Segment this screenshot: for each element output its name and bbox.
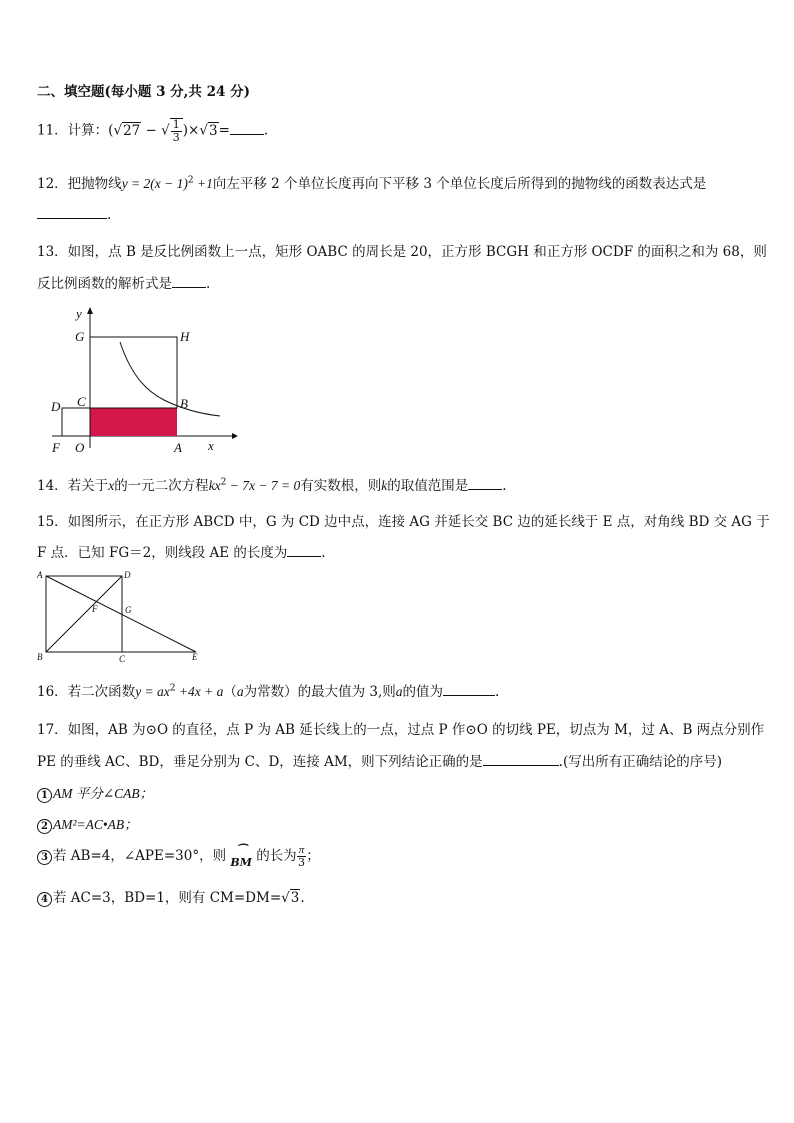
q11-minus: − (145, 122, 157, 139)
label-b: B (37, 652, 43, 662)
q11-radicand: 27 (123, 122, 141, 139)
label-d: D (51, 399, 61, 414)
label-x: x (208, 438, 214, 453)
q17-option-3 (37, 844, 320, 869)
option-number-1: 1 (37, 788, 52, 803)
label-o: O (75, 440, 85, 455)
arc-symbol: ⁀ (236, 843, 246, 857)
frac-den: 3 (297, 856, 305, 869)
option-number-2: 2 (37, 819, 52, 834)
q11-close: )× (182, 122, 200, 139)
q12-text-2: 向左平移 2 个单位长度再向下平移 3 个单位长度后所得到的抛物线的函数表达式是 (212, 176, 707, 192)
q12-formula: y = 2(x − 1) (121, 176, 188, 191)
q11-frac-den: 3 (172, 131, 180, 144)
q16-a-2: a (395, 684, 403, 699)
q14-text: 14．若关于 (37, 478, 109, 494)
q16-a: a (236, 684, 244, 699)
q11-end: . (263, 122, 269, 139)
answer-blank[interactable] (483, 753, 559, 766)
question-16 (37, 680, 499, 700)
option-2-text: AM²=AC•AB； (53, 817, 138, 832)
q14-text-3: 有实数根，则 (300, 478, 382, 494)
option-number-4: 4 (37, 892, 52, 907)
square-bcgh (90, 337, 177, 408)
q16-text: 16．若二次函数 (37, 684, 136, 700)
q11-frac-num: 1 (172, 118, 180, 131)
answer-blank[interactable] (468, 477, 502, 490)
q14-text-2: 的一元二次方程 (114, 478, 209, 494)
q16-exp: 2 (169, 683, 176, 694)
option-3-text: 若 AB=4，∠APE=30°，则 (53, 848, 227, 864)
q11-fraction (170, 118, 183, 144)
q12-end: . (107, 207, 112, 223)
label-b: B (180, 396, 188, 411)
option-1-text: AM 平分∠CAB； (53, 786, 154, 801)
question-15-line2 (37, 541, 326, 561)
q13-text: 反比例函数的解析式是 (37, 276, 172, 292)
answer-blank[interactable] (37, 206, 107, 219)
q13-end: . (206, 276, 211, 292)
option-3-end: ； (306, 848, 320, 864)
q16-eq: y = ax (135, 684, 170, 699)
label-a: A (37, 570, 43, 580)
q14-eq: kx (208, 478, 221, 493)
q14-x: x (108, 478, 115, 493)
q12-text: 12．把抛物线 (37, 176, 122, 192)
sqrt-symbol: √ (199, 122, 208, 139)
q17-text-2: .(写出所有正确结论的序号) (558, 754, 722, 770)
arc-bm (230, 845, 251, 869)
q16-text-2: 为常数）的最大值为 3,则 (243, 684, 396, 700)
question-13-line2 (37, 272, 210, 292)
sqrt-symbol: √ (281, 890, 290, 906)
q16-eq-2: +4x + a (175, 684, 224, 699)
q17-option-4 (37, 886, 305, 907)
frac-num: π (298, 844, 305, 856)
diagonal-bd (46, 576, 122, 652)
q12-exp: 2 (187, 175, 194, 186)
q16-end: . (495, 684, 500, 700)
question-17-line1: 17．如图，AB 为⊙O 的直径，点 P 为 AB 延长线上的一点，过点 P 作⊙O 的切线 PE，切点为 M，过 A、B 两点分别作 (37, 722, 765, 738)
answer-blank[interactable] (172, 275, 206, 288)
q15-text: F 点．已知 FG＝2，则线段 AE 的长度为 (37, 545, 288, 561)
q14-end: . (502, 478, 507, 494)
q11-radicand-2: 3 (208, 122, 218, 139)
y-axis-arrow (87, 307, 93, 314)
option-4-end: . (300, 890, 305, 906)
answer-blank[interactable] (443, 683, 495, 696)
label-e: E (192, 652, 198, 662)
q14-k: k (381, 478, 388, 493)
q11-text: 11．计算：( (37, 122, 114, 139)
sqrt-symbol: √ (113, 122, 123, 139)
hyperbola-curve (120, 342, 220, 416)
label-g: G (75, 329, 85, 344)
question-11 (37, 118, 268, 144)
q14-exp: 2 (220, 477, 227, 488)
q17-text: PE 的垂线 AC、BD，垂足分别为 C、D，连接 AM，则下列结论正确的是 (37, 754, 483, 770)
q16-paren: （ (223, 684, 237, 700)
question-17-line2 (37, 750, 722, 770)
label-d: D (124, 570, 131, 580)
q11-eq: = (218, 122, 230, 139)
q15-end: . (321, 545, 326, 561)
question-13-line1: 13．如图，点 B 是反比例函数上一点，矩形 OABC 的周长是 20，正方形 BCGH 和正方形 OCDF 的面积之和为 68，则 (37, 244, 767, 260)
figure-15 (36, 566, 206, 664)
q12-formula-2: +1 (193, 176, 213, 191)
option-4-radicand: 3 (290, 890, 300, 906)
label-f: F (52, 440, 60, 455)
answer-blank[interactable] (287, 544, 321, 557)
option-3-fraction (297, 844, 307, 869)
question-12 (37, 172, 706, 192)
rectangle-oabc (90, 408, 177, 436)
q14-text-4: 的取值范围是 (387, 478, 469, 494)
figure-13 (44, 302, 240, 458)
question-15-line1: 15．如图所示，在正方形 ABCD 中，G 为 CD 边中点，连接 AG 并延长交 BC 边的延长线于 E 点，对角线 BD 交 AG 于 (37, 514, 770, 530)
q16-text-3: 的值为 (402, 684, 444, 700)
option-3-text-2: 的长为 (256, 848, 297, 864)
label-y: y (76, 306, 82, 321)
option-number-3: 3 (37, 850, 52, 865)
q14-eq-2: − 7x − 7 = 0 (226, 478, 301, 493)
label-c: C (77, 394, 86, 409)
question-12-answer-line (37, 206, 111, 223)
option-4-text: 若 AC=3，BD=1，则有 CM=DM= (53, 890, 282, 906)
q17-option-1 (37, 782, 153, 803)
q17-option-2 (37, 813, 138, 834)
label-a: A (174, 440, 182, 455)
segment-ae (46, 576, 196, 652)
label-h: H (180, 329, 190, 344)
label-c: C (119, 654, 126, 664)
label-g: G (125, 605, 132, 615)
section-title: 二、填空题(每小题 3 分,共 24 分) (37, 84, 250, 100)
x-axis-arrow (232, 433, 238, 439)
label-f: F (92, 604, 98, 614)
sqrt-symbol: √ (161, 122, 170, 139)
arc-label: BM (230, 855, 252, 869)
square-ocdf (62, 408, 90, 436)
answer-blank[interactable] (230, 122, 264, 135)
question-14 (37, 474, 507, 494)
